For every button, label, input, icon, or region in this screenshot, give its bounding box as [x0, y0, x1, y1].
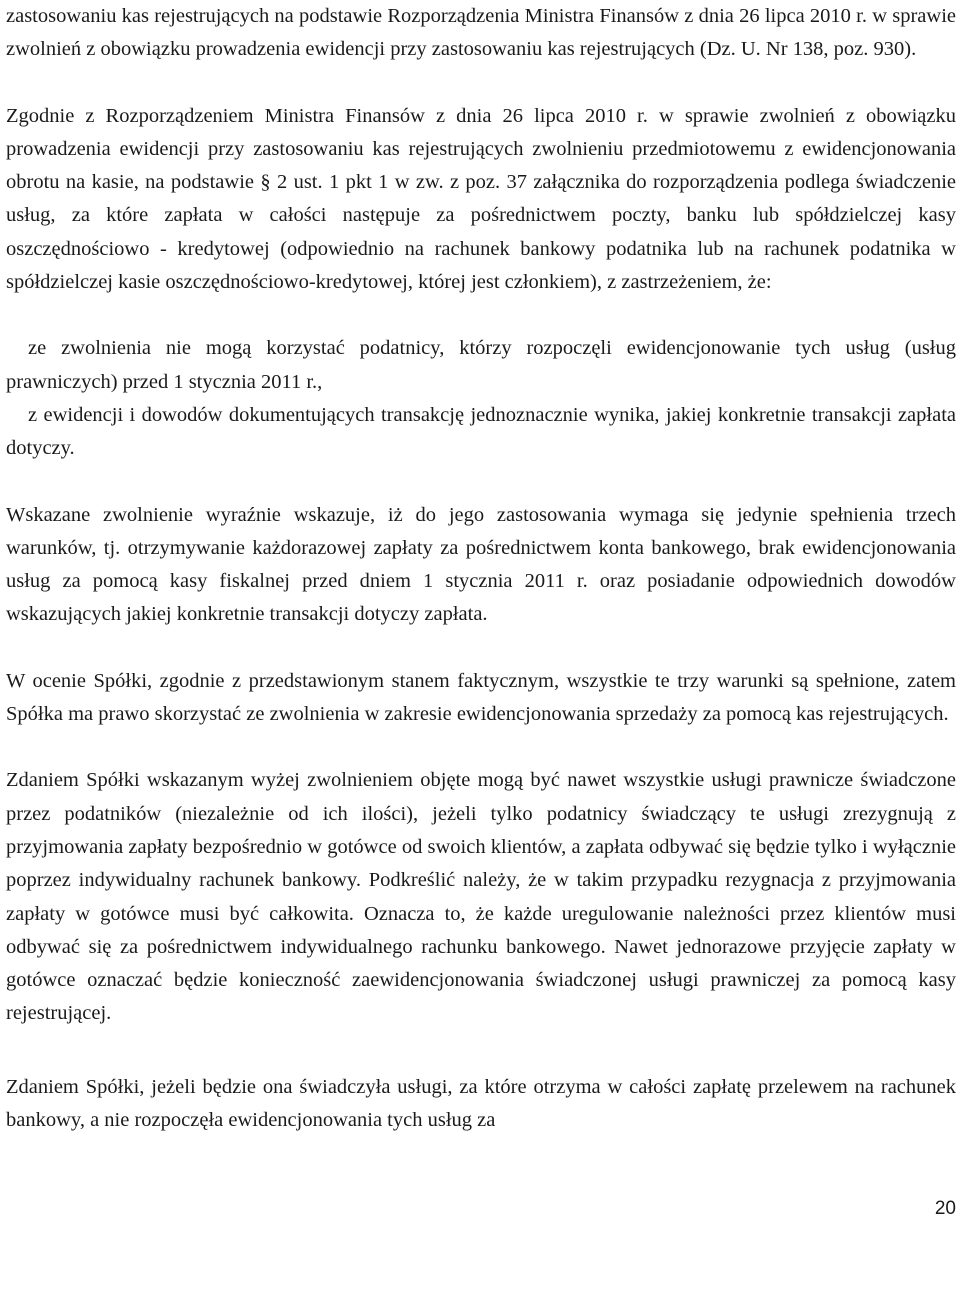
paragraph-company-opinion: W ocenie Spółki, zgodnie z przedstawionym stanem faktycznym, wszystkie te trzy warunki są spełnione, zatem Spółka ma prawo skorzystać ze zwolnienia w zakresie ewidencjonowania sprzedaży za pomocą kas rejestrujących. — [6, 669, 956, 726]
paragraph-exemption-conditions: Wskazane zwolnienie wyraźnie wskazuje, iż do jego zastosowania wymaga się jedynie spełnienia trzech warunków, tj. otrzymywanie każdorazowej zapłaty za pośrednictwem konta bankowego, brak ewidencjonowania usług za pomocą kasy fiskalnej przed dniem 1 stycznia 2011 r. oraz posiadanie odpowiednich dowodów wskazujących jakiej konkretnie transakcji dotyczy zapłata. — [6, 503, 956, 626]
list-item-condition-2: z ewidencji i dowodów dokumentujących transakcję jednoznacznie wynika, jakiej konkretnie transakcji zapłata dotyczy. — [6, 403, 956, 460]
list-item-condition-1: ze zwolnienia nie mogą korzystać podatnicy, którzy rozpoczęli ewidencjonowanie tych usług (usług prawniczych) przed 1 stycznia 2011 r., — [6, 337, 956, 393]
paragraph-regulation: Zgodnie z Rozporządzeniem Ministra Finansów z dnia 26 lipca 2010 r. w sprawie zwolnień z obowiązku prowadzenia ewidencji przy zastosowaniu kas rejestrujących zwolnieniu przedmiotowemu z ewidencjonowania obrotu na kasie, na podstawie § 2 ust. 1 pkt 1 w zw. z poz. 37 załącznika do rozporządzenia podlega świadczenie usług, za które zapłata w całości następuje za pośrednictwem poczty, banku lub spółdzielczej kasy oszczędnościowo - kredytowej (odpowiednio na rachunek bankowy podatnika lub na rachunek podatnika w spółdzielczej kasie oszczędnościowo-kredytowej, której jest członkiem), z zastrzeżeniem, że: — [6, 104, 956, 294]
paragraph-intro-continuation: zastosowaniu kas rejestrujących na podstawie Rozporządzenia Ministra Finansów z dnia 26 lipca 2010 r. w sprawie zwolnień z obowiązku prowadzenia ewidencji przy zastosowaniu kas rejestrujących (Dz. U. Nr 138, poz. 930). — [6, 5, 956, 61]
document-page — [6, 0, 956, 1137]
page-number: 20 — [934, 1198, 956, 1219]
paragraph-bank-transfer: Zdaniem Spółki, jeżeli będzie ona świadczyła usługi, za które otrzyma w całości zapłatę przelewem na rachunek bankowy, a nie rozpoczęła ewidencjonowania tych usług za — [6, 1075, 956, 1132]
paragraph-legal-services: Zdaniem Spółki wskazanym wyżej zwolnieniem objęte mogą być nawet wszystkie usługi prawnicze świadczone przez podatników (niezależnie od ich ilości), jeżeli tylko podatnicy świadczący te usługi zrezygnują z przyjmowania zapłaty bezpośrednio w gotówce od swoich klientów, a zapłata odbywać się będzie tylko i wyłącznie poprzez indywidualny rachunek bankowy. Podkreślić należy, że w takim przypadku rezygnacja z przyjmowania zapłaty w gotówce musi być całkowita. Oznacza to, że każde uregulowanie należności przez klientów musi odbywać się za pośrednictwem indywidualnego rachunku bankowego. Nawet jednorazowe przyjęcie zapłaty w gotówce oznaczać będzie konieczność zaewidencjonowania świadczonej usługi prawniczej za pomocą kasy rejestrującej. — [6, 769, 956, 1025]
